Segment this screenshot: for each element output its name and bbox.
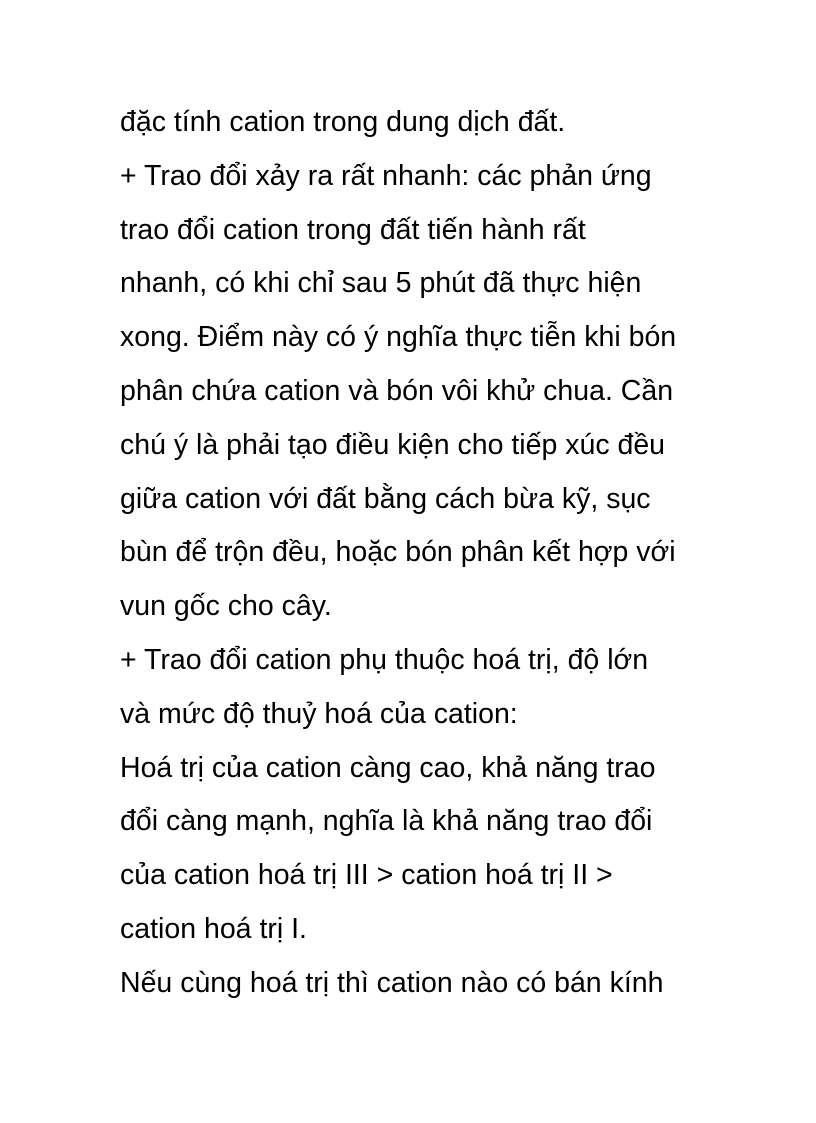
text-line: trao đổi cation trong đất tiến hành rất	[120, 213, 586, 246]
text-line: Hoá trị của cation càng cao, khả năng trao	[120, 751, 656, 784]
text-line: Nếu cùng hoá trị thì cation nào có bán kính	[120, 966, 664, 999]
body-text	[120, 96, 780, 1011]
text-line: của cation hoá trị III > cation hoá trị II >	[120, 859, 613, 892]
text-line: nhanh, có khi chỉ sau 5 phút đã thực hiện	[120, 267, 642, 300]
text-line: giữa cation với đất bằng cách bừa kỹ, sục	[120, 482, 651, 515]
text-line: bùn để trộn đều, hoặc bón phân kết hợp với	[120, 536, 676, 569]
text-line: phân chứa cation và bón vôi khử chua. Cần	[120, 374, 674, 407]
text-line: xong. Điểm này có ý nghĩa thực tiễn khi bón	[120, 321, 677, 354]
text-line: + Trao đổi cation phụ thuộc hoá trị, độ lớn	[120, 643, 649, 676]
text-line: chú ý là phải tạo điều kiện cho tiếp xúc đều	[120, 428, 666, 461]
text-line: đặc tính cation trong dung dịch đất.	[120, 106, 566, 138]
text-line: vun gốc cho cây.	[120, 590, 332, 623]
text-line: cation hoá trị I.	[120, 912, 307, 945]
text-line: đổi càng mạnh, nghĩa là khả năng trao đổi	[120, 805, 653, 838]
text-line: + Trao đổi xảy ra rất nhanh: các phản ứng	[120, 159, 652, 192]
text-line: và mức độ thuỷ hoá của cation:	[120, 697, 518, 730]
